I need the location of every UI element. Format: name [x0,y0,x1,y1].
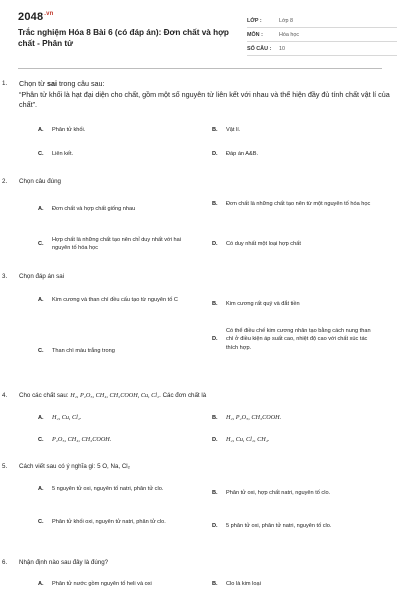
option-5b[interactable]: B. Phân tử oxi, hợp chất natri, nguyên tố clo. [212,490,331,496]
option-4a[interactable]: A. H₂, Cu, Cl₂. [38,414,82,421]
option-3d[interactable]: D. Có thể điều chế kim cương nhân tạo bằng cách nung than chì ở điều kiện áp suất cao, nhiệt độ cao với chất xúc tác thích hợp. [212,328,371,351]
option-6b[interactable]: B. Clo là kim loại [212,581,261,587]
info-value: 10 [279,45,285,52]
option-1a[interactable]: A. Phân tử khối. [38,127,86,133]
option-5c[interactable]: C. Phân tử khối oxi, nguyên tử natri, phân tử clo. [38,519,166,525]
header-divider [18,68,382,69]
info-label: LỚP : [247,17,262,24]
option-5d[interactable]: D. 5 phân tử oxi, phân tử natri, nguyên tố clo. [212,523,332,529]
site-logo[interactable] [18,11,54,23]
question-3 [0,272,400,281]
formula-list: H₂, P₂O₅, CH₄, CH₃COOH, Cu, Cl₂ [70,392,160,399]
logo-suffix: .vn [44,11,54,17]
option-3b[interactable]: B. Kim cương rất quý và đắt tiền [212,301,300,307]
info-row-class [247,14,397,28]
option-2a[interactable]: A. Đơn chất và hợp chất giống nhau [38,206,136,212]
question-text: Chọn câu đúng [19,178,61,185]
question-quote: “Phân tử khối là hạt đại diện cho chất, gồm một số nguyên tử liên kết với nhau và thể hiện đầy đủ tính chất vật lí của chất”. [19,89,390,109]
option-2b[interactable]: B. Đơn chất là những chất tạo nên từ một nguyên tố hóa học [212,201,371,207]
question-4 [0,391,400,400]
info-table [247,14,397,56]
option-2c[interactable]: C. Hợp chất là những chất tạo nên chỉ duy nhất với hai nguyên tố hóa học [38,237,181,252]
option-1c[interactable]: C. Liên kết. [38,151,74,157]
option-3a[interactable]: A. Kim cương và than chì đều cấu tạo từ nguyên tố C [38,297,178,303]
info-value: Hóa học [279,31,300,38]
question-2 [0,177,400,186]
option-2d[interactable]: D. Có duy nhất một loại hợp chất [212,241,301,247]
option-4d[interactable]: D. H₂, Cu, Cl₂, CH₄. [212,436,270,443]
question-number: 6. [2,559,8,566]
info-value: Lớp 8 [279,17,294,24]
question-number: 1. [2,80,8,87]
logo-text: 2048 [18,11,44,23]
question-text: Nhận định nào sau đây là đúng? [19,559,109,566]
info-label: MÔN : [247,31,263,38]
option-1b[interactable]: B. Vật lí. [212,127,241,133]
question-1 [0,79,400,111]
question-6 [0,558,400,567]
page-title: Trắc nghiệm Hóa 8 Bài 6 (có đáp án): Đơn chất và hợp chất - Phân tử [18,28,229,48]
option-3c[interactable]: C. Than chì màu trắng trong [38,348,115,354]
option-4c[interactable]: C. P₂O₅, CH₄, CH₃COOH. [38,436,112,443]
option-4b[interactable]: B. H₂, P₂O₅, CH₃COOH. [212,414,282,421]
question-number: 2. [2,178,8,185]
question-text: Chọn từ sai trong câu sau: “Phân tử khối là hạt đại diện cho chất, gồm một số nguyên tử liên kết với nhau và thể hiện đầy đủ tính chất vật lí của chất”. [19,79,390,109]
question-text: Cho các chất sau: H₂, P₂O₅, CH₄, CH₃COOH, Cu, Cl₂. Các đơn chất là [19,392,207,399]
option-6a[interactable]: A. Phân tử nước gồm nguyên tố heli và oxi [38,581,152,587]
question-text: Chọn đáp án sai [19,273,65,280]
option-1d[interactable]: D. Đáp án A&B. [212,151,259,157]
info-label: SỐ CÂU : [247,45,272,52]
info-row-count [247,42,397,56]
info-row-subject [247,28,397,42]
question-number: 5. [2,463,8,470]
question-number: 4. [2,392,8,399]
question-text: Cách viết sau có ý nghĩa gì: 5 O, Na, Cl₂ [19,463,131,470]
question-number: 3. [2,273,8,280]
worksheet-header [18,0,382,70]
option-5a[interactable]: A. 5 nguyên tử oxi, nguyên tố natri, phân tử clo. [38,486,164,492]
question-5 [0,462,400,471]
